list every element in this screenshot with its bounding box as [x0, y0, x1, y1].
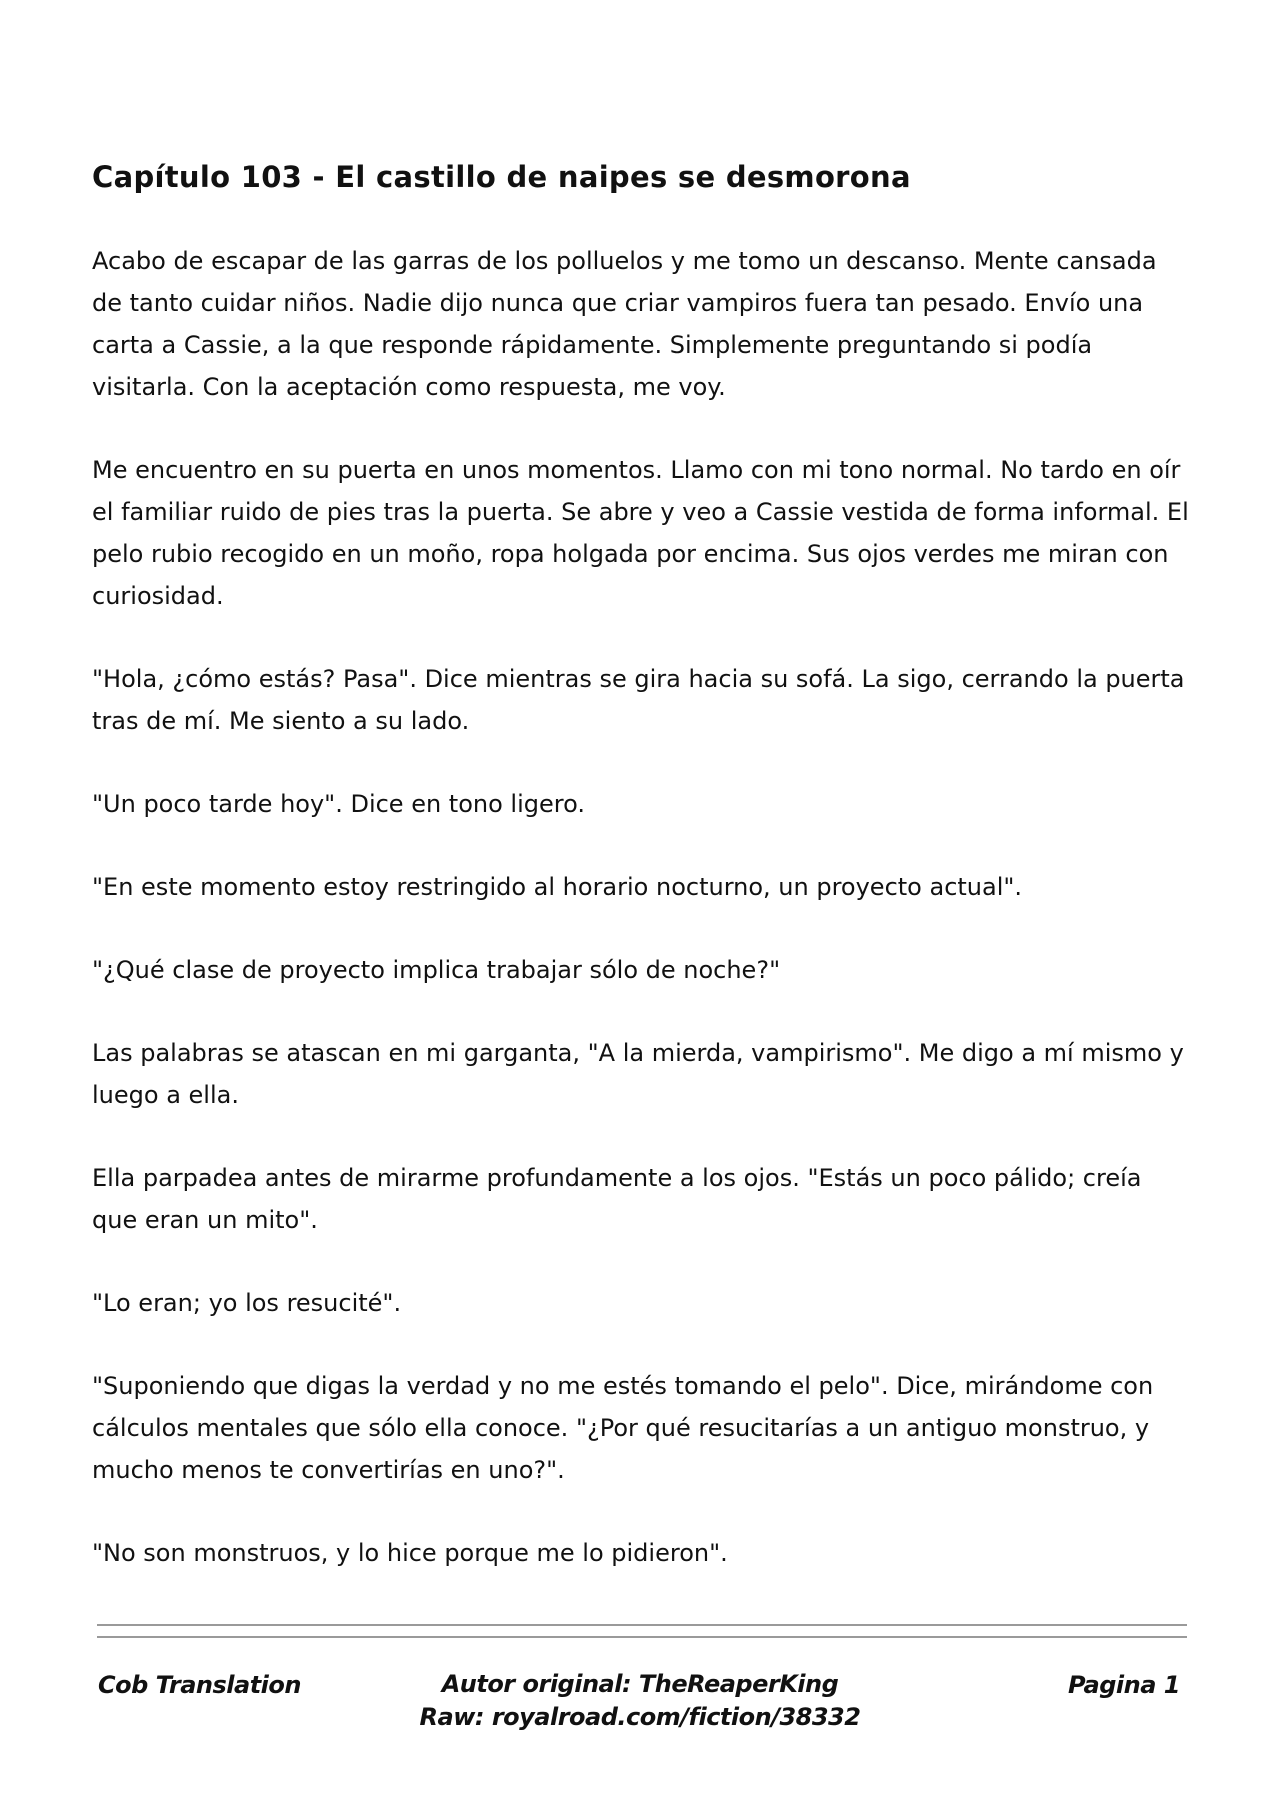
footer-divider-bottom — [97, 1636, 1187, 1638]
footer-raw-source: Raw: royalroad.com/fiction/38332 — [419, 1703, 861, 1731]
paragraph-5: "En este momento estoy restringido al horario nocturno, un proyecto actual". — [92, 873, 1023, 901]
footer-divider-top — [97, 1624, 1187, 1626]
chapter-title: Capítulo 103 - El castillo de naipes se desmorona — [92, 160, 911, 194]
footer-original-author: Autor original: TheReaperKing — [441, 1670, 839, 1698]
paragraph-10: "Suponiendo que digas la verdad y no me estés tomando el pelo". Dice, mirándome con cálculos mentales que sólo ella conoce. "¿Por qué resucitarías a un antiguo monstruo, y mucho menos te convertirías en uno?". — [92, 1372, 1154, 1484]
footer-page-number: Pagina 1 — [1068, 1671, 1180, 1699]
paragraph-1: Acabo de escapar de las garras de los polluelos y me tomo un descanso. Mente cansada de tanto cuidar niños. Nadie dijo nunca que criar vampiros fuera tan pesado. Envío una carta a Cassie, a la que responde rápidamente. Simplemente preguntando si podía visitarla. Con la aceptación como respuesta, me voy. — [92, 247, 1157, 401]
paragraph-3: "Hola, ¿cómo estás? Pasa". Dice mientras se gira hacia su sofá. La sigo, cerrando la puerta tras de mí. Me siento a su lado. — [92, 665, 1185, 735]
chapter-body — [92, 240, 1192, 1615]
footer-translator: Cob Translation — [98, 1671, 301, 1699]
paragraph-8: Ella parpadea antes de mirarme profundamente a los ojos. "Estás un poco pálido; creía que eran un mito". — [92, 1164, 1142, 1234]
paragraph-4: "Un poco tarde hoy". Dice en tono ligero. — [92, 790, 585, 818]
paragraph-7: Las palabras se atascan en mi garganta, "A la mierda, vampirismo". Me digo a mí mismo y luego a ella. — [92, 1039, 1184, 1109]
paragraph-2: Me encuentro en su puerta en unos momentos. Llamo con mi tono normal. No tardo en oír el familiar ruido de pies tras la puerta. Se abre y veo a Cassie vestida de forma informal. El pelo rubio recogido en un moño, ropa holgada por encima. Sus ojos verdes me miran con curiosidad. — [92, 456, 1189, 610]
paragraph-11: "No son monstruos, y lo hice porque me lo pidieron". — [92, 1539, 728, 1567]
paragraph-9: "Lo eran; yo los resucité". — [92, 1289, 402, 1317]
paragraph-6: "¿Qué clase de proyecto implica trabajar sólo de noche?" — [92, 956, 781, 984]
